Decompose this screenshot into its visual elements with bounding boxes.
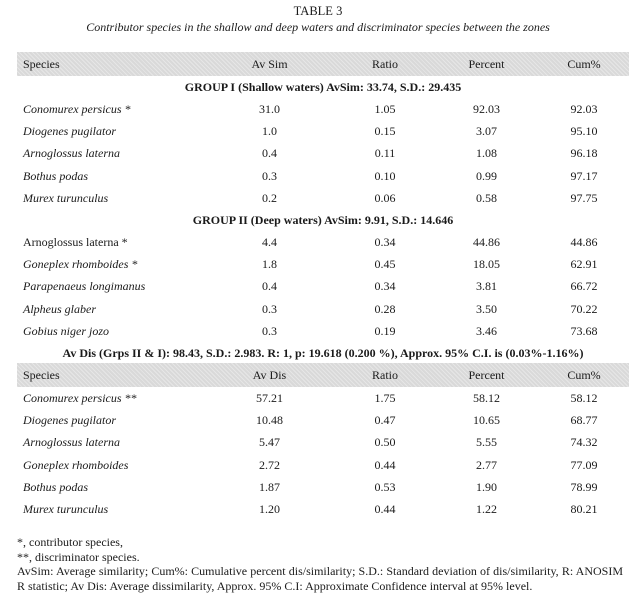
species-cell: Bothus podas: [23, 479, 89, 494]
value-cell: 0.3: [262, 301, 277, 316]
value-cell: 0.44: [374, 502, 396, 517]
value-cell: 0.4: [262, 279, 277, 294]
value-cell: 0.44: [374, 457, 396, 472]
value-cell: 97.17: [570, 168, 598, 183]
table-header-row: [17, 52, 629, 76]
table-row: [17, 387, 629, 409]
value-cell: 0.4: [262, 146, 277, 161]
value-cell: 44.86: [473, 235, 500, 250]
species-cell: Diogenes pugilator: [23, 413, 116, 428]
header-cum: Cum%: [567, 368, 601, 382]
value-cell: 62.91: [570, 257, 598, 272]
table-row: [17, 409, 629, 431]
value-cell: 0.06: [374, 190, 396, 205]
table-row: [17, 275, 629, 297]
species-cell: Murex turunculus: [23, 190, 109, 205]
table-row: [17, 431, 629, 453]
value-cell: 0.99: [476, 168, 497, 183]
value-cell: 3.46: [476, 323, 497, 338]
value-cell: 3.50: [476, 301, 497, 316]
value-cell: 70.22: [570, 301, 598, 316]
value-cell: 0.10: [374, 168, 396, 183]
value-cell: 0.45: [374, 257, 396, 272]
species-cell: Diogenes pugilator: [23, 124, 116, 139]
group-heading-deep: [17, 209, 629, 231]
table-row: [17, 142, 629, 164]
value-cell: 97.75: [570, 190, 598, 205]
value-cell: 10.48: [256, 413, 283, 428]
value-cell: 0.34: [374, 235, 396, 250]
value-cell: 31.0: [259, 102, 280, 117]
group1-label: GROUP I (Shallow waters) AvSim: 33.74, S.D.: 29.435: [184, 80, 462, 94]
table-footnotes: [17, 535, 623, 593]
footnote-abbreviations: AvSim: Average similarity; Cum%: Cumulative percent dis/similarity; S.D.: Standard deviation of dis/similarity, R: ANOSIM R statistic; Av Dis: Average dissimilarity, Approx. 95% C.I: Approximate Confidence interval at 95% level.: [17, 564, 623, 593]
value-cell: 2.72: [259, 457, 280, 472]
value-cell: 68.77: [570, 413, 598, 428]
value-cell: 1.20: [259, 502, 280, 517]
value-cell: 78.99: [570, 479, 598, 494]
species-cell: Alpheus glaber: [23, 301, 96, 316]
value-cell: 58.12: [570, 391, 598, 406]
header-percent: Percent: [468, 57, 505, 71]
header-species: Species: [23, 57, 60, 71]
value-cell: 1.05: [374, 102, 396, 117]
species-cell: Bothus podas: [23, 168, 89, 183]
value-cell: 66.72: [570, 279, 598, 294]
footnote-contributor: *, contributor species,: [17, 535, 123, 549]
species-cell: Arnoglossus laterna: [23, 146, 121, 161]
avdis-heading: [17, 342, 629, 364]
species-cell: Parapenaeus longimanus: [23, 279, 146, 294]
value-cell: 0.28: [374, 301, 396, 316]
table-row: [17, 454, 629, 476]
value-cell: 44.86: [570, 235, 598, 250]
value-cell: 0.50: [374, 435, 396, 450]
similarity-table: [17, 52, 629, 364]
value-cell: 1.8: [262, 257, 277, 272]
value-cell: 95.10: [570, 124, 598, 139]
value-cell: 0.3: [262, 323, 277, 338]
table-row: [17, 120, 629, 142]
value-cell: 1.90: [476, 479, 497, 494]
species-cell: Arnoglossus laterna *: [23, 235, 128, 250]
value-cell: 18.05: [473, 257, 500, 272]
value-cell: 3.81: [476, 279, 497, 294]
table-row: [17, 231, 629, 253]
value-cell: 4.4: [262, 235, 277, 250]
species-cell: Arnoglossus laterna: [23, 435, 121, 450]
value-cell: 77.09: [570, 457, 598, 472]
value-cell: 1.0: [262, 124, 277, 139]
value-cell: 0.15: [374, 124, 396, 139]
value-cell: 0.34: [374, 279, 396, 294]
species-cell: Conomurex persicus **: [23, 391, 137, 406]
value-cell: 1.75: [374, 391, 396, 406]
value-cell: 58.12: [473, 391, 500, 406]
value-cell: 3.07: [476, 124, 497, 139]
table-row: [17, 298, 629, 320]
value-cell: 0.3: [262, 168, 277, 183]
value-cell: 0.47: [374, 413, 396, 428]
species-cell: Goneplex rhomboides: [23, 457, 129, 472]
table-row: [17, 320, 629, 342]
value-cell: 5.55: [476, 435, 497, 450]
value-cell: 1.08: [476, 146, 497, 161]
table-row: [17, 98, 629, 120]
value-cell: 96.18: [570, 146, 598, 161]
value-cell: 0.11: [374, 146, 396, 161]
value-cell: 74.32: [570, 435, 598, 450]
header-ratio: Ratio: [372, 368, 398, 382]
value-cell: 73.68: [570, 323, 598, 338]
header-av-sim: Av Sim: [251, 57, 288, 71]
value-cell: 0.58: [476, 190, 497, 205]
header-ratio: Ratio: [372, 57, 398, 71]
value-cell: 2.77: [476, 457, 497, 472]
group-heading-shallow: [17, 76, 629, 98]
header-av-dis: Av Dis: [252, 368, 287, 382]
header-cum: Cum%: [567, 57, 601, 71]
value-cell: 92.03: [473, 102, 500, 117]
table-row: [17, 187, 629, 209]
table-caption: Contributor species in the shallow and deep waters and discriminator species between the zones: [86, 20, 550, 34]
footnote-discriminator: **, discriminator species.: [17, 549, 140, 564]
value-cell: 1.22: [476, 502, 497, 517]
table-row: [17, 476, 629, 498]
table-title: TABLE 3: [293, 4, 343, 18]
dissimilarity-table: [17, 363, 629, 520]
table-row: [17, 253, 629, 275]
value-cell: 0.19: [374, 323, 396, 338]
value-cell: 5.47: [259, 435, 280, 450]
value-cell: 57.21: [256, 391, 283, 406]
species-cell: Gobius niger jozo: [23, 323, 110, 338]
value-cell: 92.03: [570, 102, 598, 117]
table-row: [17, 165, 629, 187]
group2-label: GROUP II (Deep waters) AvSim: 9.91, S.D.: 14.646: [192, 212, 454, 227]
species-cell: Murex turunculus: [23, 502, 109, 517]
value-cell: 0.53: [374, 479, 396, 494]
species-cell: Conomurex persicus *: [23, 102, 131, 117]
value-cell: 1.87: [259, 479, 280, 494]
header-percent: Percent: [468, 368, 505, 382]
value-cell: 10.65: [473, 413, 500, 428]
table-header-row: [17, 363, 629, 387]
value-cell: 0.2: [262, 190, 277, 205]
species-cell: Goneplex rhomboides *: [23, 257, 138, 272]
header-species: Species: [23, 368, 60, 382]
value-cell: 80.21: [570, 502, 598, 517]
table-row: [17, 498, 629, 520]
avdis-label: Av Dis (Grps II & I): 98.43, S.D.: 2.983. R: 1, p: 19.618 (0.200 %), Approx. 95% C.I. is (0.03%-1.16%): [62, 345, 584, 360]
